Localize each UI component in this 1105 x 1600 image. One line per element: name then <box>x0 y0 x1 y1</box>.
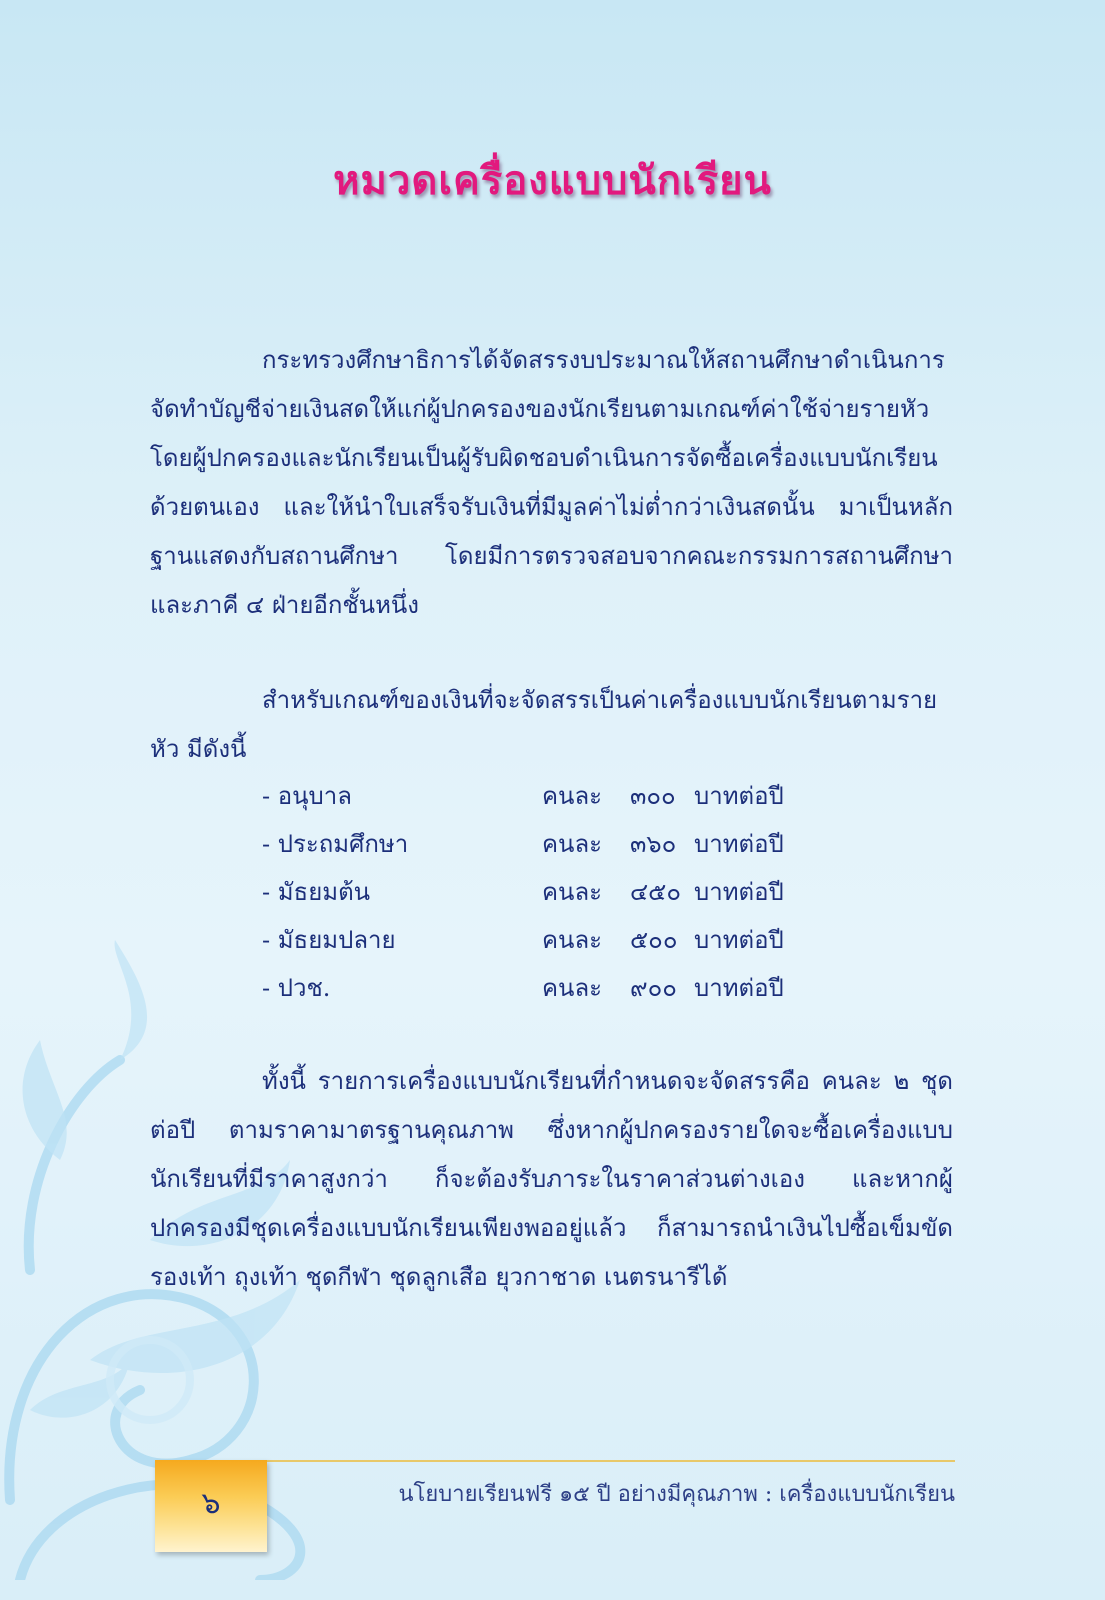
page-number-box <box>155 1460 267 1552</box>
footer-divider <box>265 1460 955 1462</box>
rate-per: คนละ <box>542 782 603 810</box>
rate-row <box>262 868 822 916</box>
rate-level: - ประถมศึกษา <box>262 830 409 858</box>
rate-per: คนละ <box>542 830 603 858</box>
rates-intro-paragraph: สำหรับเกณฑ์ของเงินที่จะจัดสรรเป็นค่าเครื่องแบบนักเรียนตามรายหัว มีดังนี้ <box>150 686 938 763</box>
rate-unit: บาทต่อปี <box>694 926 784 954</box>
closing-paragraph: ทั้งนี้ รายการเครื่องแบบนักเรียนที่กำหนดจะจัดสรรคือ คนละ ๒ ชุดต่อปี ตามราคามาตรฐานคุณภาพ ซึ่งหากผู้ปกครองรายใดจะซื้อเครื่องแบบนักเรียนที่มีราคาสูงกว่า ก็จะต้องรับภาระในราคาส่วนต่างเอง และหากผู้ปกครองมีชุดเครื่องแบบนักเรียนเพียงพออยู่แล้ว ก็สามารถนำเงินไปซื้อเข็มขัด รองเท้า ถุงเท้า ชุดกีฬา ชุดลูกเสือ ยุวกาชาด เนตรนารีได้ <box>150 1067 953 1291</box>
rate-level: - อนุบาล <box>262 782 352 810</box>
rate-amount: ๕๐๐ <box>630 926 678 954</box>
rate-row <box>262 964 822 1012</box>
rate-level: - มัธยมปลาย <box>262 926 396 954</box>
rate-row <box>262 916 822 964</box>
rate-unit: บาทต่อปี <box>694 830 784 858</box>
rate-row <box>262 820 822 868</box>
rate-row <box>262 772 822 820</box>
rate-unit: บาทต่อปี <box>694 782 784 810</box>
intro-paragraph: กระทรวงศึกษาธิการได้จัดสรรงบประมาณให้สถานศึกษาดำเนินการจัดทำบัญชีจ่ายเงินสดให้แก่ผู้ปกครองของนักเรียนตามเกณฑ์ค่าใช้จ่ายรายหัว โดยผู้ปกครองและนักเรียนเป็นผู้รับผิดชอบดำเนินการจัดซื้อเครื่องแบบนักเรียนด้วยตนเอง และให้นำใบเสร็จรับเงินที่มีมูลค่าไม่ต่ำกว่าเงินสดนั้น มาเป็นหลักฐานแสดงกับสถานศึกษา โดยมีการตรวจสอบจากคณะกรรมการสถานศึกษาและภาคี ๔ ฝ่ายอีกชั้นหนึ่ง <box>150 346 953 619</box>
rate-unit: บาทต่อปี <box>694 878 784 906</box>
running-footer: นโยบายเรียนฟรี ๑๕ ปี อย่างมีคุณภาพ : เครื่องแบบนักเรียน <box>398 1482 955 1507</box>
page-number: ๖ <box>201 1486 221 1521</box>
rate-per: คนละ <box>542 878 603 906</box>
rate-level: - ปวช. <box>262 974 331 1002</box>
rates-list <box>262 772 822 1012</box>
rate-amount: ๔๕๐ <box>630 878 681 906</box>
rate-per: คนละ <box>542 974 603 1002</box>
section-title: หมวดเครื่องแบบนักเรียน <box>333 158 772 204</box>
rate-level: - มัธยมต้น <box>262 878 371 906</box>
rate-per: คนละ <box>542 926 603 954</box>
rate-unit: บาทต่อปี <box>694 974 784 1002</box>
rate-amount: ๙๐๐ <box>630 974 677 1002</box>
rate-amount: ๓๐๐ <box>630 782 676 810</box>
rate-amount: ๓๖๐ <box>630 830 677 858</box>
